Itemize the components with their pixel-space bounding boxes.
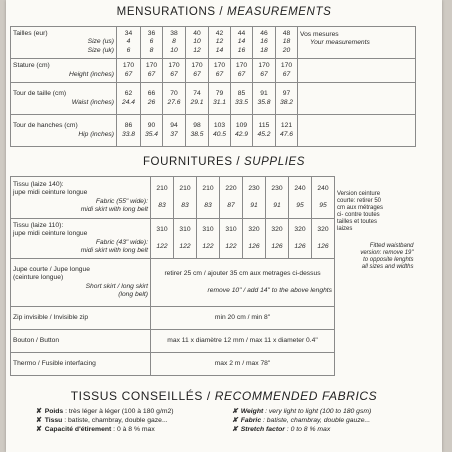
fabric-110-cell: 310 122 bbox=[151, 219, 174, 259]
short-long-l2: (ceinture longue) bbox=[13, 274, 64, 282]
button-row bbox=[11, 330, 416, 353]
size-cell: 36 6 8 bbox=[141, 27, 163, 59]
blank-cell bbox=[335, 353, 416, 376]
fabrics-right-list bbox=[232, 407, 371, 434]
height-cell: 170 67 bbox=[186, 59, 209, 83]
supplies-title bbox=[6, 156, 442, 168]
fabric-110-cell: 320 126 bbox=[266, 219, 289, 259]
cross-icon: ✘ bbox=[232, 408, 238, 415]
waist-cell: 74 29.1 bbox=[186, 83, 209, 115]
hip-label-en: Hip (inches) bbox=[78, 130, 114, 138]
fabric-140-cell: 210 83 bbox=[197, 177, 220, 219]
supplies-table bbox=[10, 176, 416, 376]
thermo-value: max 2 m / max 78" bbox=[151, 353, 335, 376]
size-cell: 48 18 20 bbox=[276, 27, 298, 59]
cross-icon: ✘ bbox=[232, 417, 238, 424]
zip-value: min 20 cm / min 8" bbox=[151, 307, 335, 330]
thermo-label: Thermo / Fusible interfacing bbox=[11, 353, 151, 376]
hip-row bbox=[11, 115, 416, 147]
height-cell: 170 67 bbox=[209, 59, 231, 83]
size-cell: 46 16 18 bbox=[253, 27, 276, 59]
waist-cell: 79 31.1 bbox=[209, 83, 231, 115]
pattern-page bbox=[6, 0, 442, 452]
size-cell: 40 10 12 bbox=[186, 27, 209, 59]
size-row bbox=[11, 27, 416, 59]
fabric-110-cell: 320 126 bbox=[289, 219, 312, 259]
fabrics-title-en: RECOMMENDED FABRICS bbox=[214, 389, 378, 403]
waist-cell: 97 38.2 bbox=[276, 83, 298, 115]
fabric-140-l2: jupe midi ceinture longue bbox=[13, 189, 88, 197]
supplies-title-en: SUPPLIES bbox=[243, 156, 306, 168]
cross-icon: ✘ bbox=[36, 408, 42, 415]
fabric-140-row bbox=[11, 177, 416, 219]
hip-cell: 103 40.5 bbox=[209, 115, 231, 147]
measurements-title-fr: MENSURATIONS bbox=[116, 6, 216, 18]
side-note-fr: Version ceinture courte: retirer 50 cm aux métrages ci- contre toutes tailles et toutes laizes bbox=[337, 190, 384, 232]
fabric-110-cell: 320 126 bbox=[312, 219, 335, 259]
height-cell: 170 67 bbox=[253, 59, 276, 83]
supplies-title-fr: FOURNITURES bbox=[142, 156, 233, 168]
fabric-item: ✘ Poids : très léger à léger (100 à 180 g/m2) bbox=[36, 408, 174, 415]
fabric-110-l4: midi skirt with long belt bbox=[80, 246, 148, 254]
fabric-item: ✘ Tissu : batiste, chambray, double gaze... bbox=[36, 417, 168, 424]
blank-cell bbox=[298, 83, 416, 115]
blank-cell bbox=[335, 307, 416, 330]
short-long-text-en: remove 10" / add 14" to the above lenghts bbox=[207, 286, 332, 294]
side-note-cell bbox=[335, 177, 416, 307]
fabric-140-cell: 230 91 bbox=[266, 177, 289, 219]
waist-cell: 91 35.8 bbox=[253, 83, 276, 115]
measurements-title-en: MEASUREMENTS bbox=[227, 6, 332, 18]
hip-cell: 90 35.4 bbox=[141, 115, 163, 147]
size-label-cell bbox=[11, 27, 117, 59]
cross-icon: ✘ bbox=[36, 426, 42, 433]
hip-cell: 109 42.9 bbox=[231, 115, 253, 147]
fabrics-title-fr: TISSUS CONSEILLÉS bbox=[70, 389, 203, 403]
measurements-table bbox=[10, 26, 416, 147]
fabric-140-l3: Fabric (55" wide): bbox=[95, 197, 148, 205]
hip-cell: 121 47.6 bbox=[276, 115, 298, 147]
your-measurements-en: Your measurements bbox=[310, 39, 370, 47]
measurements-title bbox=[6, 6, 442, 18]
height-label-fr: Stature (cm) bbox=[13, 62, 50, 70]
fabric-110-cell: 310 122 bbox=[220, 219, 243, 259]
fabric-110-l1: Tissu (laize 110): bbox=[13, 222, 64, 230]
height-cell: 170 67 bbox=[141, 59, 163, 83]
short-long-l3: Short skirt / long skirt bbox=[85, 282, 148, 290]
fabric-140-cell: 240 95 bbox=[289, 177, 312, 219]
height-cell: 170 67 bbox=[231, 59, 253, 83]
size-cell: 44 14 16 bbox=[231, 27, 253, 59]
fabric-110-cell: 310 122 bbox=[174, 219, 197, 259]
blank-cell bbox=[298, 59, 416, 83]
height-cell: 170 67 bbox=[117, 59, 141, 83]
fabric-140-cell: 220 87 bbox=[220, 177, 243, 219]
waist-cell: 66 26 bbox=[141, 83, 163, 115]
size-cell: 42 12 14 bbox=[209, 27, 231, 59]
hip-label-fr: Tour de hanches (cm) bbox=[13, 122, 78, 130]
blank-cell bbox=[298, 115, 416, 147]
your-measurements-cell bbox=[298, 27, 416, 59]
hip-cell: 115 45.2 bbox=[253, 115, 276, 147]
fabric-140-label-cell bbox=[11, 177, 151, 219]
fabric-110-cell: 320 126 bbox=[243, 219, 266, 259]
short-long-l1: Jupe courte / Jupe longue bbox=[13, 266, 90, 274]
cross-icon: ✘ bbox=[232, 426, 238, 433]
fabric-140-cell: 210 83 bbox=[174, 177, 197, 219]
fabric-140-cell: 230 91 bbox=[243, 177, 266, 219]
height-row bbox=[11, 59, 416, 83]
fabric-item: ✘ Fabric : batiste, chambray, double gauze... bbox=[232, 417, 371, 424]
height-label-cell bbox=[11, 59, 117, 83]
hip-cell: 86 33.8 bbox=[117, 115, 141, 147]
fabric-140-cell: 240 95 bbox=[312, 177, 335, 219]
height-cell: 170 67 bbox=[163, 59, 186, 83]
zip-row bbox=[11, 307, 416, 330]
height-cell: 170 67 bbox=[276, 59, 298, 83]
fabric-110-cell: 310 122 bbox=[197, 219, 220, 259]
hip-cell: 94 37 bbox=[163, 115, 186, 147]
hip-label-cell bbox=[11, 115, 117, 147]
short-long-l4: (long belt) bbox=[118, 290, 148, 298]
cross-icon: ✘ bbox=[36, 417, 42, 424]
size-label: Tailles (eur) bbox=[13, 30, 48, 38]
waist-label-cell bbox=[11, 83, 117, 115]
fabric-140-l1: Tissu (laize 140): bbox=[13, 181, 64, 189]
fabric-item: ✘ Capacité d'étirement : 0 à 8 % max bbox=[36, 426, 155, 433]
title-sep: / bbox=[215, 6, 228, 18]
waist-cell: 70 27.6 bbox=[163, 83, 186, 115]
fabric-110-label-cell bbox=[11, 219, 151, 259]
fabrics-left-list bbox=[36, 407, 174, 434]
waist-cell: 62 24.4 bbox=[117, 83, 141, 115]
waist-cell: 85 33.5 bbox=[231, 83, 253, 115]
short-long-label-cell bbox=[11, 259, 151, 307]
waist-label-en: Waist (inches) bbox=[71, 98, 114, 106]
fabric-item: ✘ Stretch factor : 0 to 8 % max bbox=[232, 426, 331, 433]
blank-cell bbox=[335, 330, 416, 353]
hip-cell: 98 38.5 bbox=[186, 115, 209, 147]
fabric-140-l4: midi skirt with long belt bbox=[80, 205, 148, 213]
your-measurements-fr: Vos mesures bbox=[300, 31, 339, 38]
thermo-row bbox=[11, 353, 416, 376]
size-cell: 34 4 6 bbox=[117, 27, 141, 59]
fabric-item: ✘ Weight : very light to light (100 to 180 gsm) bbox=[232, 408, 372, 415]
fabrics-title bbox=[6, 389, 442, 403]
title-sep: / bbox=[232, 156, 244, 168]
side-note-en: Fitted waistband version: remove 19" to opposite lenghts all sizes and widths bbox=[360, 242, 414, 270]
short-long-value-cell bbox=[151, 259, 335, 307]
zip-label: Zip invisible / Invisible zip bbox=[11, 307, 151, 330]
size-uk-label: Size (uk) bbox=[87, 46, 114, 54]
size-cell: 38 8 10 bbox=[163, 27, 186, 59]
size-us-label: Size (us) bbox=[87, 38, 114, 46]
height-label-en: Height (inches) bbox=[69, 70, 114, 78]
waist-row bbox=[11, 83, 416, 115]
button-value: max 11 x diamètre 12 mm / max 11 x diameter 0.4" bbox=[151, 330, 335, 353]
title-sep: / bbox=[202, 389, 215, 403]
fabric-110-l2: jupe midi ceinture longue bbox=[13, 230, 88, 238]
fabric-110-l3: Fabric (43" wide): bbox=[95, 238, 148, 246]
short-long-text-fr: retirer 25 cm / ajouter 35 cm aux metrages ci-dessus bbox=[164, 270, 321, 278]
fabric-140-cell: 210 83 bbox=[151, 177, 174, 219]
button-label: Bouton / Button bbox=[11, 330, 151, 353]
waist-label-fr: Tour de taille (cm) bbox=[13, 90, 67, 98]
